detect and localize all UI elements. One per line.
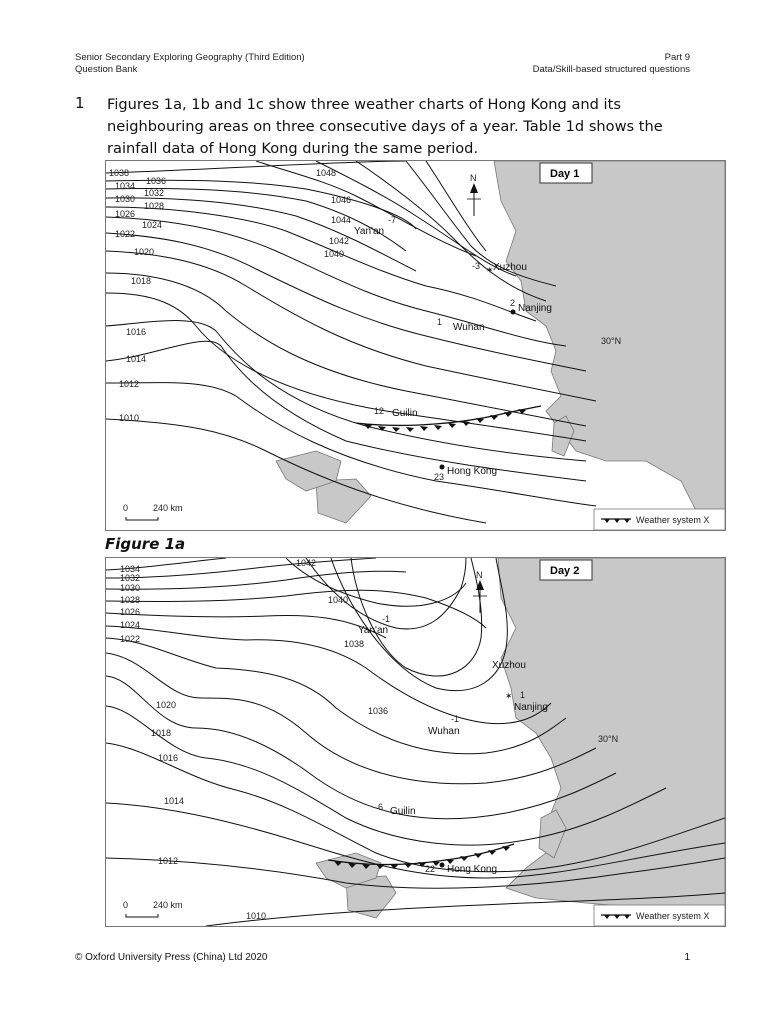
station-dot <box>511 310 516 315</box>
question-type-label: Data/Skill-based structured questions <box>532 64 690 75</box>
station-name: Xuzhou <box>493 262 527 273</box>
isobar-label: 1038 <box>109 168 130 178</box>
isobar-label: 1020 <box>134 247 155 257</box>
station-temp: 1 <box>520 690 526 700</box>
station-temp: 12 <box>374 406 385 416</box>
station-name: Wuhan <box>428 726 460 737</box>
isobar-label: 1018 <box>131 276 152 286</box>
legend <box>594 905 725 926</box>
weather-chart-day-1 <box>105 160 726 531</box>
station-name: Nanjing <box>514 702 548 713</box>
station-temp: -7 <box>388 215 397 225</box>
station-dot <box>440 465 445 470</box>
page-number: 1 <box>684 952 690 963</box>
isobar-label: 1030 <box>115 194 136 204</box>
svg-text:240 km: 240 km <box>153 503 183 513</box>
figure-caption: Figure 1a <box>105 535 186 553</box>
svg-text:0: 0 <box>123 503 129 513</box>
isobar-label: 1012 <box>119 379 140 389</box>
section-label: Question Bank <box>75 64 138 75</box>
isobar-label: 1028 <box>120 595 141 605</box>
isobar-label: 1022 <box>120 634 141 644</box>
isobar-label: 1022 <box>115 229 136 239</box>
isobar-label: 1048 <box>316 168 337 178</box>
page-header-left <box>75 52 305 76</box>
isobar-label: 1016 <box>126 327 147 337</box>
isobar-label: 1016 <box>158 753 179 763</box>
isobar-label: 1018 <box>151 728 172 738</box>
station-temp: 1 <box>437 317 443 327</box>
station-name: Yan'an <box>354 226 385 237</box>
isobar-label: 1046 <box>331 195 352 205</box>
question-number: 1 <box>75 94 85 112</box>
copyright-footer: © Oxford University Press (China) Ltd 2020 <box>75 952 268 963</box>
isobar-label: 1028 <box>144 201 165 211</box>
isobar-label: 1026 <box>115 209 136 219</box>
station-name: Xuzhou <box>492 660 526 671</box>
snow-icon: ✶ <box>486 265 494 275</box>
day-label: Day 1 <box>550 168 580 180</box>
isobar-label: 1040 <box>324 249 345 259</box>
legend <box>594 509 725 530</box>
isobar-label: 1038 <box>344 639 365 649</box>
station-name: Hong Kong <box>447 864 498 875</box>
isobar-label: 1044 <box>331 215 352 225</box>
day-label: Day 2 <box>550 565 580 577</box>
station-name: Hong Kong <box>447 466 498 477</box>
isobar-label: 1014 <box>164 796 185 806</box>
svg-text:240 km: 240 km <box>153 900 183 910</box>
latitude-label: 30°N <box>601 336 622 346</box>
station-name: Yan'an <box>358 625 389 636</box>
station-dot <box>440 863 445 868</box>
isobar-label: 1024 <box>120 620 141 630</box>
latitude-label: 30°N <box>598 734 619 744</box>
part-label: Part 9 <box>664 52 690 63</box>
station-name: Wuhan <box>453 322 485 333</box>
isobar-label: 1030 <box>120 583 141 593</box>
isobar-label: 1040 <box>328 595 349 605</box>
station-temp: 23 <box>434 472 445 482</box>
station-temp: 2 <box>510 298 516 308</box>
svg-text:0: 0 <box>123 900 129 910</box>
page-header-right <box>533 52 690 76</box>
station-name: Guilin <box>390 806 416 817</box>
svg-text:N: N <box>470 173 477 183</box>
station-temp: -1 <box>382 614 391 624</box>
station-name: Guilin <box>392 408 418 419</box>
station-temp: -1 <box>451 714 460 724</box>
isobar-label: 1034 <box>120 564 141 574</box>
isobar-label: 1042 <box>296 558 317 568</box>
station-name: Nanjing <box>518 303 552 314</box>
isobar-label: 1036 <box>368 706 389 716</box>
isobar-label: 1020 <box>156 700 177 710</box>
isobar-label: 1036 <box>146 176 167 186</box>
isobar-label: 1032 <box>120 573 141 583</box>
isobar-label: 1034 <box>115 181 136 191</box>
station-temp: 22 <box>425 864 436 874</box>
svg-text:N: N <box>476 570 483 580</box>
book-title: Senior Secondary Exploring Geography (Third Edition) <box>75 52 305 63</box>
weather-chart-day-2 <box>105 557 726 927</box>
isobar-label: 1032 <box>144 188 165 198</box>
isobar-label: 1024 <box>142 220 163 230</box>
scale-bar <box>123 900 183 917</box>
isobar-label: 1042 <box>329 236 350 246</box>
station-temp: 6 <box>378 802 384 812</box>
isobar-label: 1026 <box>120 607 141 617</box>
isobar-label: 1010 <box>246 911 267 921</box>
station-temp: -3 <box>472 261 481 271</box>
legend-label: Weather system X <box>636 515 710 525</box>
isobar-label: 1010 <box>119 413 140 423</box>
snow-icon: ✶ <box>505 691 513 701</box>
isobar-label: 1014 <box>126 354 147 364</box>
north-arrow-icon <box>473 570 487 613</box>
question-text: Figures 1a, 1b and 1c show three weather charts of Hong Kong and its neighbouring areas on three consecutive days of a year. Table 1d shows the rainfall data of Hong Kong during the same period. <box>107 96 663 157</box>
isobar-label: 1012 <box>158 856 179 866</box>
legend-label: Weather system X <box>636 911 710 921</box>
